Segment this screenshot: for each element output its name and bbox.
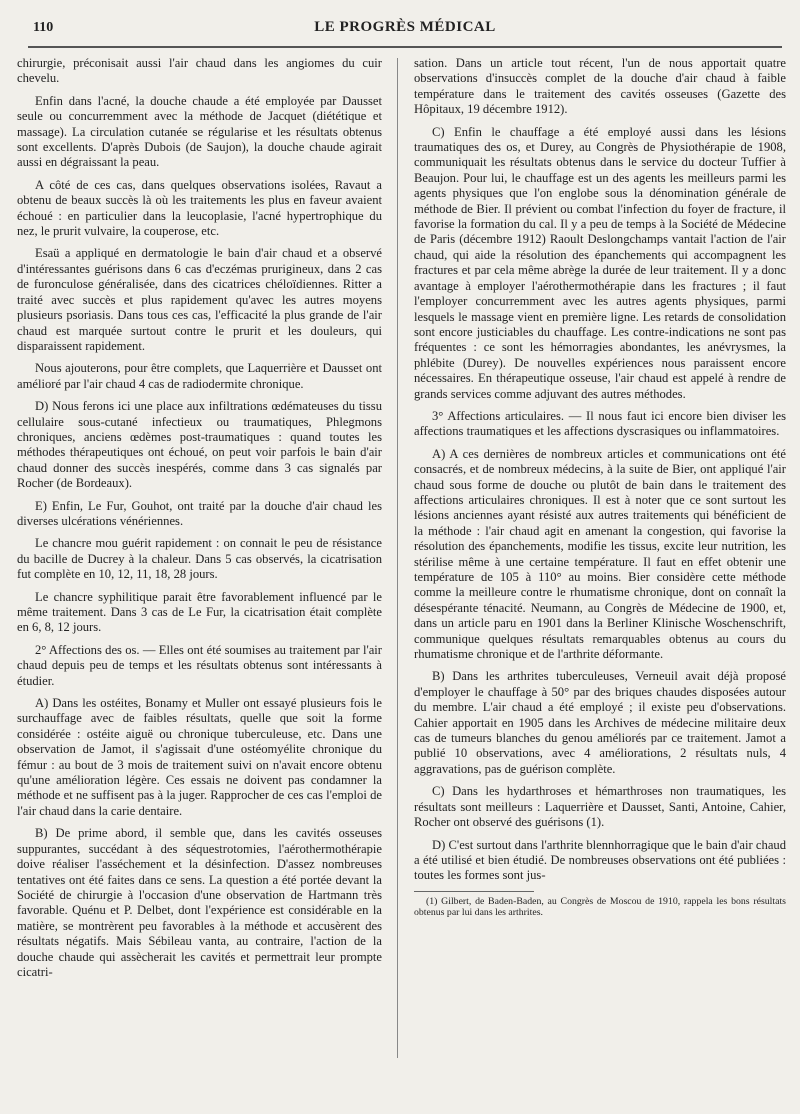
paragraph: B) Dans les arthrites tuberculeuses, Verneuil avait déjà proposé d'employer le chauffage à 50° par des briques chaudes disposées autour du membre. L'air chaud a été employé ; il existe peu d'observations. Cahier apportait en 1905 dans les Archives de médecine militaire deux cas de tumeurs blanches du genou améliorés par ce traitement. Jamot a publié 10 observations, avec 4 améliorations, 2 résultats nuls, 4 aggravations, pas de guérison complète. bbox=[414, 669, 786, 776]
left-column bbox=[17, 56, 382, 1106]
paragraph: Esaü a appliqué en dermatologie le bain d'air chaud et a observé d'intéressantes guérisons dans 6 cas d'eczémas prurigineux, dans 2 cas de furonculose généralisée, dans des cicatrices chéloïdiennes. Ritter a traité avec succès et plus rapidement qu'avec les autres moyens plusieurs psoriasis. Dans tous ces cas, l'efficacité la plus grande de l'air chaud est marquée surtout contre le prurit et les douleurs, qui disparaissent rapidement. bbox=[17, 246, 382, 353]
paragraph: A côté de ces cas, dans quelques observations isolées, Ravaut a obtenu de beaux succès là où les traitements les plus en faveur avaient échoué : en particulier dans la leucoplasie, l'acné hypertrophique du nez, le prurit vulvaire, la couperose, etc. bbox=[17, 177, 382, 239]
paragraph: C) Dans les hydarthroses et hémarthroses non traumatiques, les résultats sont meilleurs : Laquerrière et Dausset, Santi, Antoine, Cahier, Rocher ont observé des guérisons (1). bbox=[414, 784, 786, 830]
paragraph: E) Enfin, Le Fur, Gouhot, ont traité par la douche d'air chaud les diverses ulcérations vénériennes. bbox=[17, 498, 382, 528]
page-number: 110 bbox=[33, 20, 54, 35]
paragraph: Le chancre mou guérit rapidement : on connait le peu de résistance du bacille de Ducrey à la chaleur. Dans 5 cas observés, la cicatrisation fut complète en 10, 12, 11, 18, 28 jours. bbox=[17, 536, 382, 582]
paragraph: chirurgie, préconisait aussi l'air chaud dans les angiomes du cuir chevelu. bbox=[17, 56, 382, 86]
journal-title: LE PROGRÈS MÉDICAL bbox=[314, 19, 496, 35]
column-divider bbox=[397, 58, 398, 1058]
page-header bbox=[28, 18, 782, 48]
footnote-rule bbox=[414, 891, 534, 892]
paragraph: C) Enfin le chauffage a été employé aussi dans les lésions traumatiques des os, et Durey, au Congrès de Physiothérapie de 1908, communiquait les résultats obtenus dans le service du docteur Tuffier à Beaujon. Pour lui, le chauffage est un des agents les meilleurs parmi les agents physiques que l'on englobe sous la dénomination générale de méthode de Bier. Il prévient ou combat l'infection du foyer de fracture, il favorise la formation du cal. Il y a peu de temps à la Société de Médecine de Paris (décembre 1912) Raoult Deslongchamps vantait l'action de l'air chaud, qui aide la résolution des épanchements qui accompagnent les fractures et par cela même abrège la durée de leur traitement. Il y a donc avantage à employer l'aérothermothérapie dans les fractures ; il faut l'employer concurremment avec les autres agents physiques, parmi lesquels le massage vient en première ligne. Les retards de consolidation sont encore justiciables du chauffage. Les contre-indications ne sont pas fréquentes : ce sont les hémorragies abondantes, les anévrysmes, la phlébite (Durey). De nouvelles expériences nous paraissent encore nécessaires. En thérapeutique osseuse, l'air chaud est appelé à rendre de grands services comme adjuvant des autres méthodes. bbox=[414, 124, 786, 401]
paragraph: Enfin dans l'acné, la douche chaude a été employée par Dausset seule ou concurremment avec la méthode de Jacquet (diététique et massage). La circulation cutanée se régularise et les résultats obtenus sont excellents. D'après Dubois (de Saujon), la douche chaude agirait aussi en dégraissant la peau. bbox=[17, 93, 382, 170]
paragraph: sation. Dans un article tout récent, l'un de nous apportait quatre observations d'insuccès complet de la douche d'air chaud à faible température dans le traitement des cavités osseuses (Gazette des Hôpitaux, 19 décembre 1912). bbox=[414, 56, 786, 117]
paragraph: B) De prime abord, il semble que, dans les cavités osseuses suppurantes, succédant à des séquestrotomies, l'aérothermothérapie doive réaliser l'asséchement et la désinfection. D'assez nombreuses tentatives ont été faites dans ce sens. La question a été portée devant la Société de chirurgie à l'occasion d'une observation de Hartmann très favorable. Quénu et P. Delbet, dont l'expérience est considérable en la matière, se montrèrent peu favorables à la méthode et accusèrent des résultats négatifs. Mais Sébileau vanta, au contraire, l'action de la douche chaude qui assècherait les cavités et permettrait leur prompte cicatri- bbox=[17, 826, 382, 979]
paragraph: 3° Affections articulaires. — Il nous faut ici encore bien diviser les affections traumatiques et les affections dyscrasiques ou inflammatoires. bbox=[414, 408, 786, 439]
right-column bbox=[414, 56, 786, 1106]
paragraph: A) A ces dernières de nombreux articles et communications ont été consacrés, et de nombreux médecins, à la suite de Bier, ont appliqué l'air chaud sous forme de douche ou plutôt de bain dans le traitement des affections articulaires chroniques. Il est à noter que ce sont surtout les lésions anciennes ayant résisté aux autres traitements qui bénéficient de la méthode : l'air chaud agit en amenant la congestion, qui favorise la résolution des épanchements, modifie les tissus, excite leur nutrition, les stérilise même à une certaine température. Il faut en effet obtenir une température de 105 à 110° au moins. Bier considère cette méthode comme la meilleure contre le rhumatisme chronique, dont on connaît la désespérante ténacité. Neumann, au Congrès de Médecine de 1900, et, dans un article paru en 1901 dans la Berliner Klinische Woschenschrift, communique quelques résultats remarquables obtenus au cours du rhumatisme chronique et de l'arthrite déformante. bbox=[414, 446, 786, 662]
paragraph: Nous ajouterons, pour être complets, que Laquerrière et Dausset ont amélioré par l'air chaud 4 cas de radiodermite chronique. bbox=[17, 361, 382, 391]
paragraph: 2° Affections des os. — Elles ont été soumises au traitement par l'air chaud depuis peu de temps et les résultats obtenus sont intéressants à étudier. bbox=[17, 642, 382, 688]
paragraph: A) Dans les ostéites, Bonamy et Muller ont essayé plusieurs fois le surchauffage avec de faibles résultats, quelle que soit la forme considérée : ostéite aiguë ou chronique tuberculeuse, etc. Dans une observation de Jamot, il s'agissait d'une ostéomyélite chronique du fémur : au bout de 3 mois de traitement suivi on n'avait encore obtenu qu'une amélioration légère. Ces essais ne doivent pas condamner la méthode et ne suffisent pas à la juger. Rapprocher de ces cas l'emploi de l'air chaud dans la carie dentaire. bbox=[17, 696, 382, 818]
paragraph: D) Nous ferons ici une place aux infiltrations œdémateuses du tissu cellulaire sous-cutané infectieux ou traumatiques, Phlegmons chroniques, anciens œdèmes post-traumatiques : quand toutes les méthodes thérapeutiques ont échoué, on peut voir parfois le bain d'air chaud donner des succès inespérés, comme dans 3 cas signalés par Rocher (de Bordeaux). bbox=[17, 399, 382, 491]
paragraph: Le chancre syphilitique parait être favorablement influencé par le même traitement. Dans 3 cas de Le Fur, la cicatrisation était complète en 6, 8, 12 jours. bbox=[17, 589, 382, 635]
footnote: (1) Gilbert, de Baden-Baden, au Congrès de Moscou de 1910, rappela les bons résultats obtenus par lui dans les arthrites. bbox=[414, 895, 786, 919]
paragraph: D) C'est surtout dans l'arthrite blennhorragique que le bain d'air chaud a été utilisé et bien étudié. De nombreuses observations ont été publiées : toutes les formes sont jus- bbox=[414, 837, 786, 883]
